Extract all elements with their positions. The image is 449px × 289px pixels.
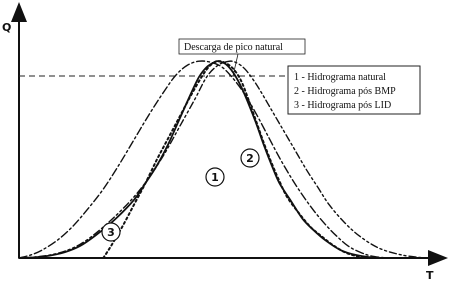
curve-marker-3 bbox=[102, 223, 120, 241]
legend-entry-2: 2 - Hidrograma pós BMP bbox=[294, 86, 396, 97]
legend-entry-3: 3 - Hidrograma pós LID bbox=[294, 100, 392, 111]
peak-callout-label: Descarga de pico natural bbox=[184, 42, 283, 53]
curve-marker-1-label: 1 bbox=[211, 171, 219, 184]
x-axis-label: T bbox=[426, 269, 434, 282]
y-axis-label: Q bbox=[2, 21, 12, 34]
curve-marker-2-label: 2 bbox=[246, 152, 254, 165]
legend-entry-1: 1 - Hidrograma natural bbox=[294, 72, 386, 83]
curve-marker-2 bbox=[241, 149, 259, 167]
curve-marker-3-label: 3 bbox=[107, 226, 115, 239]
legend bbox=[288, 66, 420, 114]
curve-marker-1 bbox=[206, 168, 224, 186]
